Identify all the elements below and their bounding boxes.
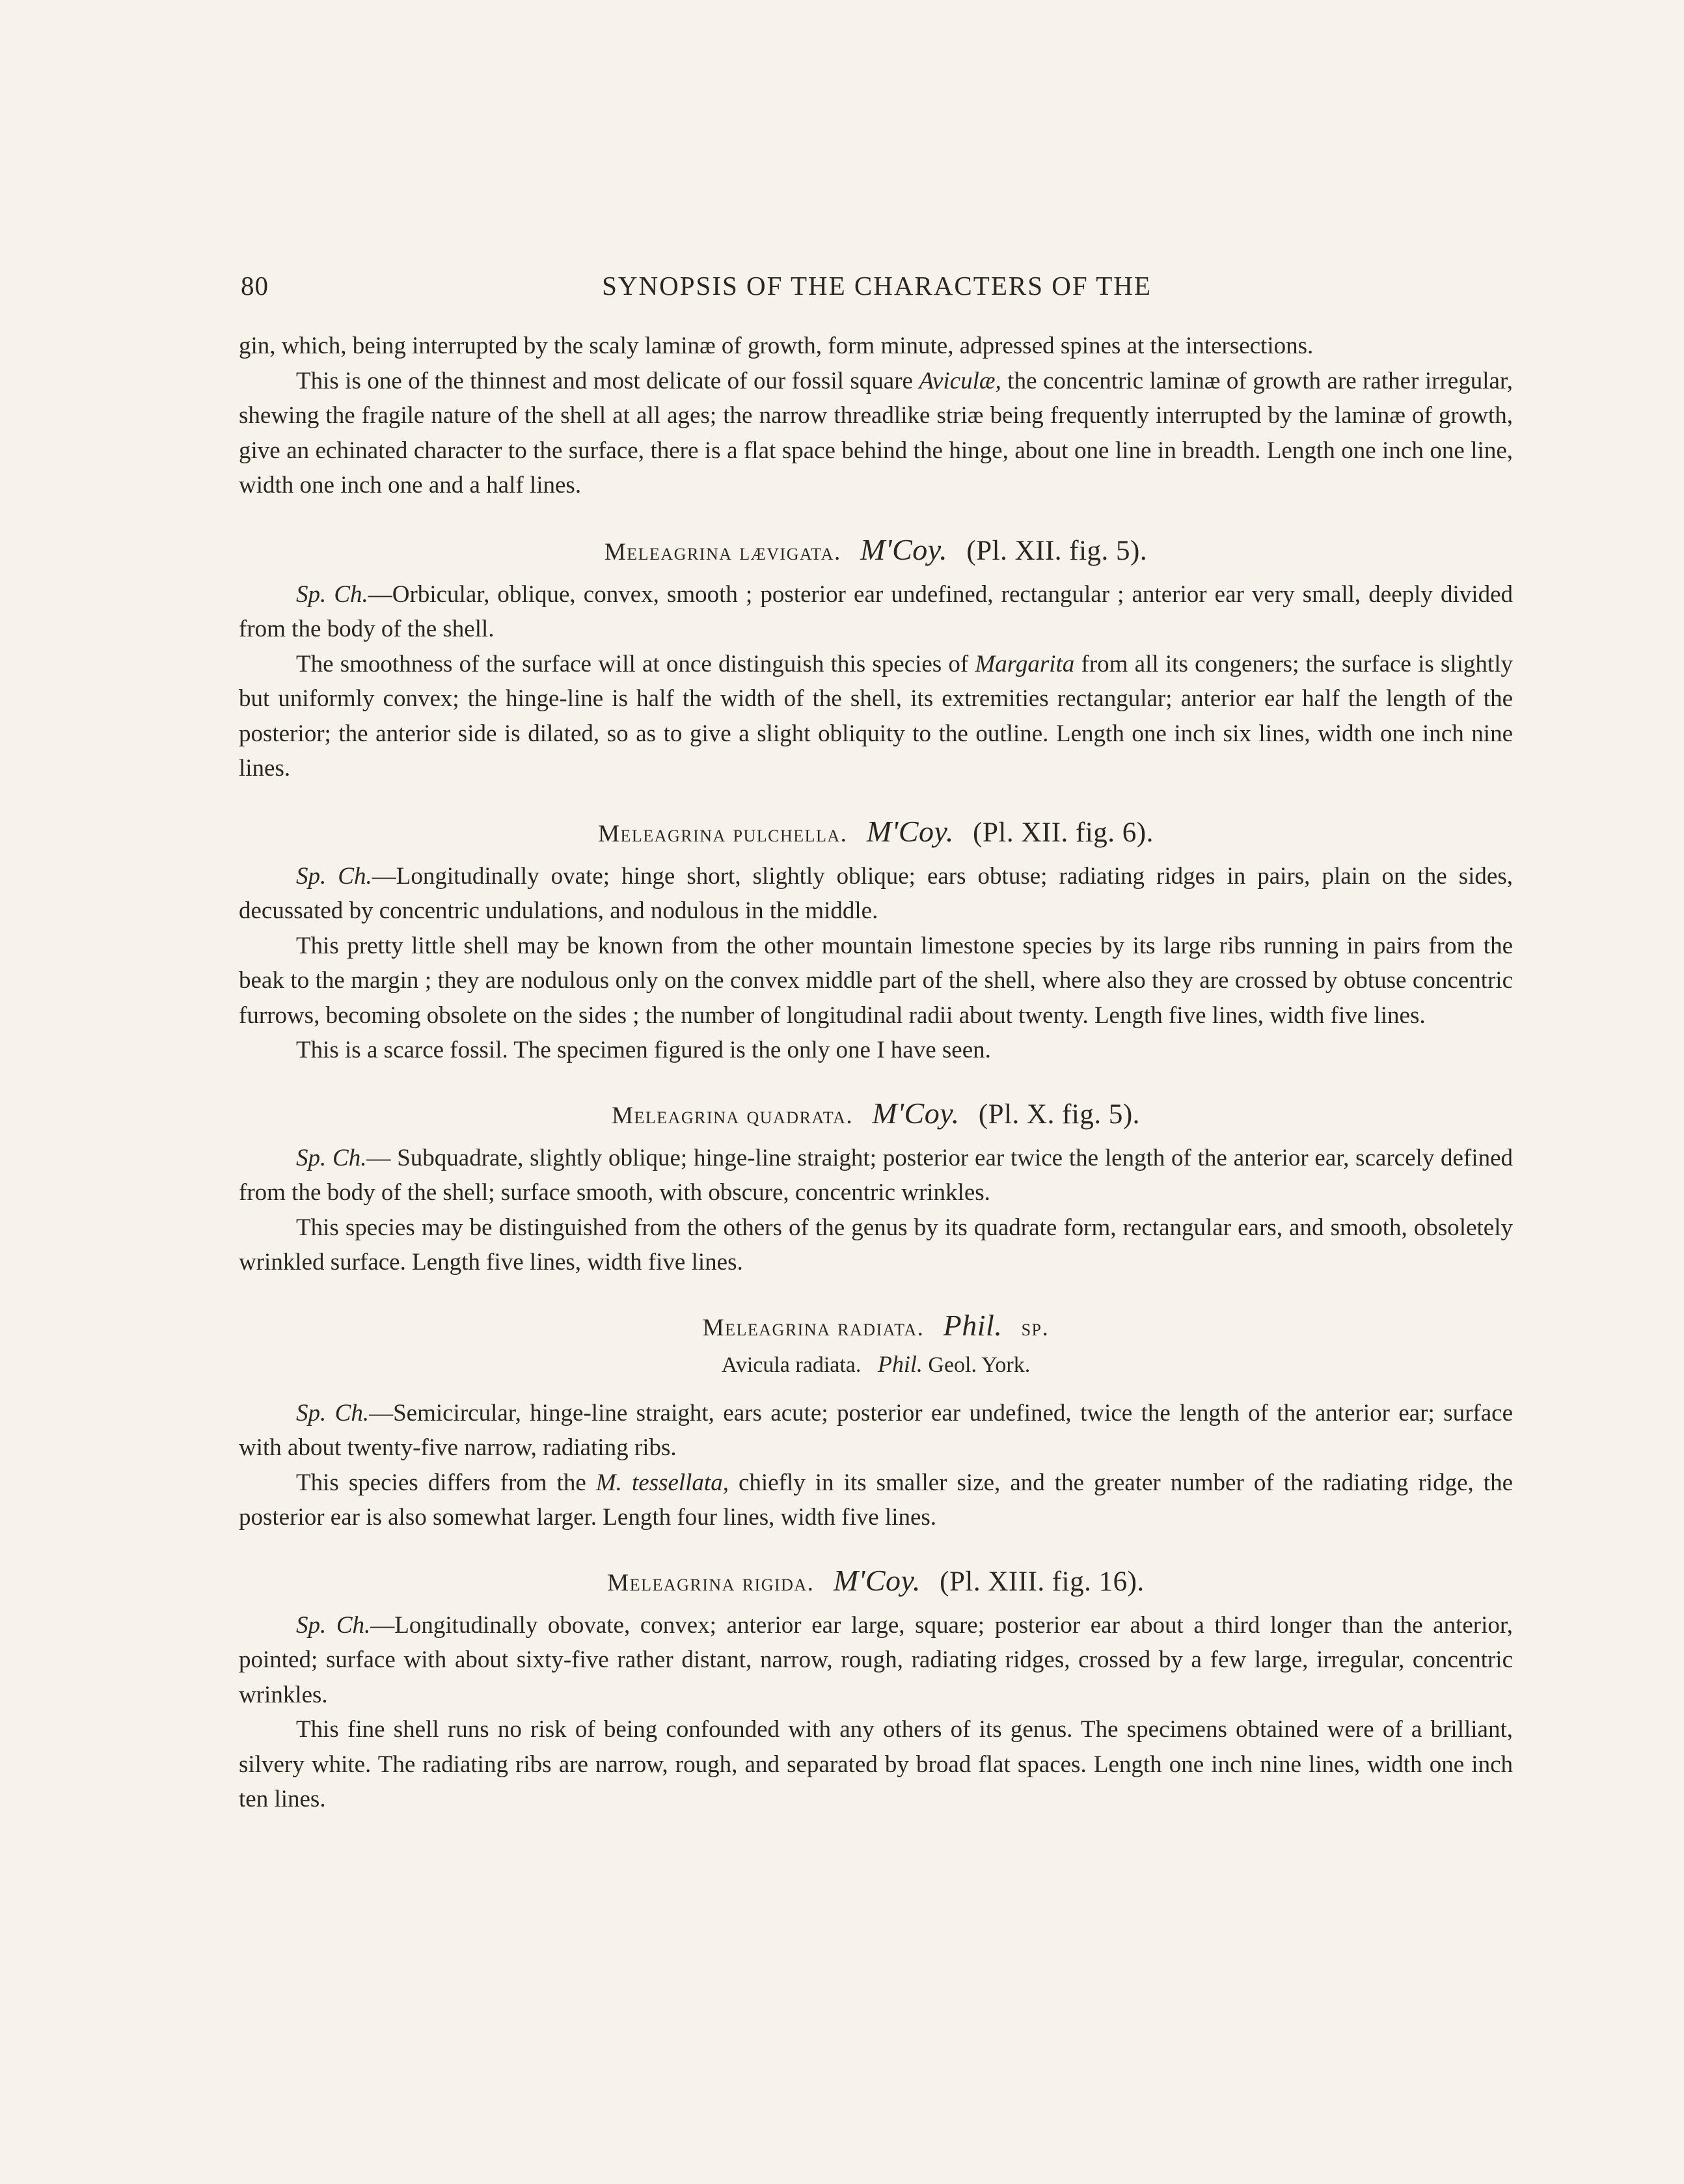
species-heading-laevigata bbox=[239, 530, 1513, 572]
synonym-name: Avicula radiata. bbox=[721, 1352, 862, 1377]
plate-reference: (Pl. XIII. fig. 16). bbox=[940, 1566, 1145, 1597]
synonym-source: Geol. York. bbox=[928, 1352, 1031, 1377]
specific-characters: Sp. Ch.—Semicircular, hinge-line straight, ears acute; posterior ear undefined, twice the length of the anterior ear; surface with about twenty-five narrow, radiating ribs. bbox=[239, 1399, 1513, 1461]
species-heading-quadrata bbox=[239, 1094, 1513, 1136]
running-title: SYNOPSIS OF THE CHARACTERS OF THE bbox=[602, 271, 1152, 301]
genus-name: Margarita bbox=[975, 650, 1075, 677]
species-heading-rigida bbox=[239, 1561, 1513, 1603]
plate-reference: (Pl. XII. fig. 6). bbox=[973, 817, 1154, 848]
plate-reference: (Pl. X. fig. 5). bbox=[978, 1099, 1140, 1130]
species-author: M'Coy. bbox=[866, 814, 954, 848]
page-number: 80 bbox=[241, 271, 269, 301]
sp-ch-label: Sp. Ch. bbox=[296, 1611, 371, 1639]
species-reference: M. tessellata, bbox=[595, 1469, 729, 1496]
sp-ch-label: Sp. Ch. bbox=[296, 580, 368, 608]
species-description: This species may be distinguished from the others of the genus by its quadrate form, rectangular ears, and smooth, obsoletely wrinkled surface. Length five lines, width five lines. bbox=[239, 1214, 1513, 1276]
sp-ch-label: Sp. Ch. bbox=[296, 1144, 367, 1171]
species-name: Meleagrina pulchella. bbox=[598, 820, 848, 847]
specific-characters: Sp. Ch.—Longitudinally obovate, convex; anterior ear large, square; posterior ear about a third longer than the anterior, pointed; surface with about sixty-five rather distant, narrow, rough, radiating ridges, crossed by a few large, irregular, concentric wrinkles. bbox=[239, 1611, 1513, 1708]
species-author: Phil. bbox=[943, 1308, 1003, 1342]
sp-ch-label: Sp. Ch. bbox=[296, 862, 372, 890]
species-heading-radiata bbox=[239, 1306, 1513, 1348]
species-author: M'Coy. bbox=[872, 1096, 960, 1130]
plate-reference: sp. bbox=[1021, 1314, 1050, 1341]
avicula-paragraph: This is one of the thinnest and most delicate of our fossil square Aviculæ, the concentric laminæ of growth are rather irregular, shewing the fragile nature of the shell at all ages; the narrow threadlike striæ being frequently interrupted by the laminæ of growth, give an echinated character to the surface, there is a flat space behind the hinge, about one line in breadth. Length one inch one line, width one inch one and a half lines. bbox=[239, 367, 1513, 498]
species-description: This pretty little shell may be known from the other mountain limestone species by its large ribs running in pairs from the beak to the margin ; they are nodulous only on the convex middle part of the shell, where also they are crossed by obtuse concentric furrows, becoming obsolete on the sides ; the number of longitudinal radii about twenty. Length five lines, width five lines. bbox=[239, 932, 1513, 1029]
species-name: Meleagrina rigida. bbox=[607, 1569, 815, 1596]
species-heading-pulchella bbox=[239, 812, 1513, 854]
species-name: Meleagrina lævigata. bbox=[604, 538, 841, 566]
species-description: This species differs from the M. tessellata, chiefly in its smaller size, and the greater number of the radiating ridge, the posterior ear is also somewhat larger. Length four lines, width five lines. bbox=[239, 1469, 1513, 1531]
specific-characters: Sp. Ch.—Orbicular, oblique, convex, smooth ; posterior ear undefined, rectangular ; anterior ear very small, deeply divided from the body of the shell. bbox=[239, 580, 1513, 642]
synonym-line bbox=[239, 1348, 1513, 1382]
continuation-paragraph: gin, which, being interrupted by the scaly laminæ of growth, form minute, adpressed spines at the intersections. bbox=[239, 333, 1314, 359]
synonym-author: Phil. bbox=[877, 1350, 923, 1377]
specific-characters: Sp. Ch.— Subquadrate, slightly oblique; hinge-line straight; posterior ear twice the length of the anterior ear, scarcely defined from the body of the shell; surface smooth, with obscure, concentric wrinkles. bbox=[239, 1144, 1513, 1206]
species-name: Meleagrina radiata. bbox=[702, 1314, 925, 1341]
species-description: The smoothness of the surface will at once distinguish this species of Margarita from all its congeners; the surface is slightly but uniformly convex; the hinge-line is half the width of the shell, its extremities rectangular; anterior ear half the length of the posterior; the anterior side is dilated, so as to give a slight obliquity to the outline. Length one inch six lines, width one inch nine lines. bbox=[239, 650, 1513, 782]
body-text bbox=[239, 329, 1513, 1817]
genus-name: Aviculæ, bbox=[919, 367, 1001, 394]
species-description: This fine shell runs no risk of being confounded with any others of its genus. The specimens obtained were of a brilliant, silvery white. The radiating ribs are narrow, rough, and separated by broad flat spaces. Length one inch nine lines, width one inch ten lines. bbox=[239, 1716, 1513, 1812]
species-author: M'Coy. bbox=[833, 1563, 921, 1597]
specific-characters: Sp. Ch.—Longitudinally ovate; hinge short, slightly oblique; ears obtuse; radiating ridges in pairs, plain on the sides, decussated by concentric undulations, and nodulous in the middle. bbox=[239, 862, 1513, 924]
species-note: This is a scarce fossil. The specimen figured is the only one I have seen. bbox=[296, 1037, 991, 1063]
plate-reference: (Pl. XII. fig. 5). bbox=[966, 535, 1148, 566]
species-name: Meleagrina quadrata. bbox=[612, 1102, 854, 1129]
species-author: M'Coy. bbox=[860, 532, 948, 566]
running-head bbox=[241, 270, 1513, 309]
sp-ch-label: Sp. Ch. bbox=[296, 1399, 370, 1426]
